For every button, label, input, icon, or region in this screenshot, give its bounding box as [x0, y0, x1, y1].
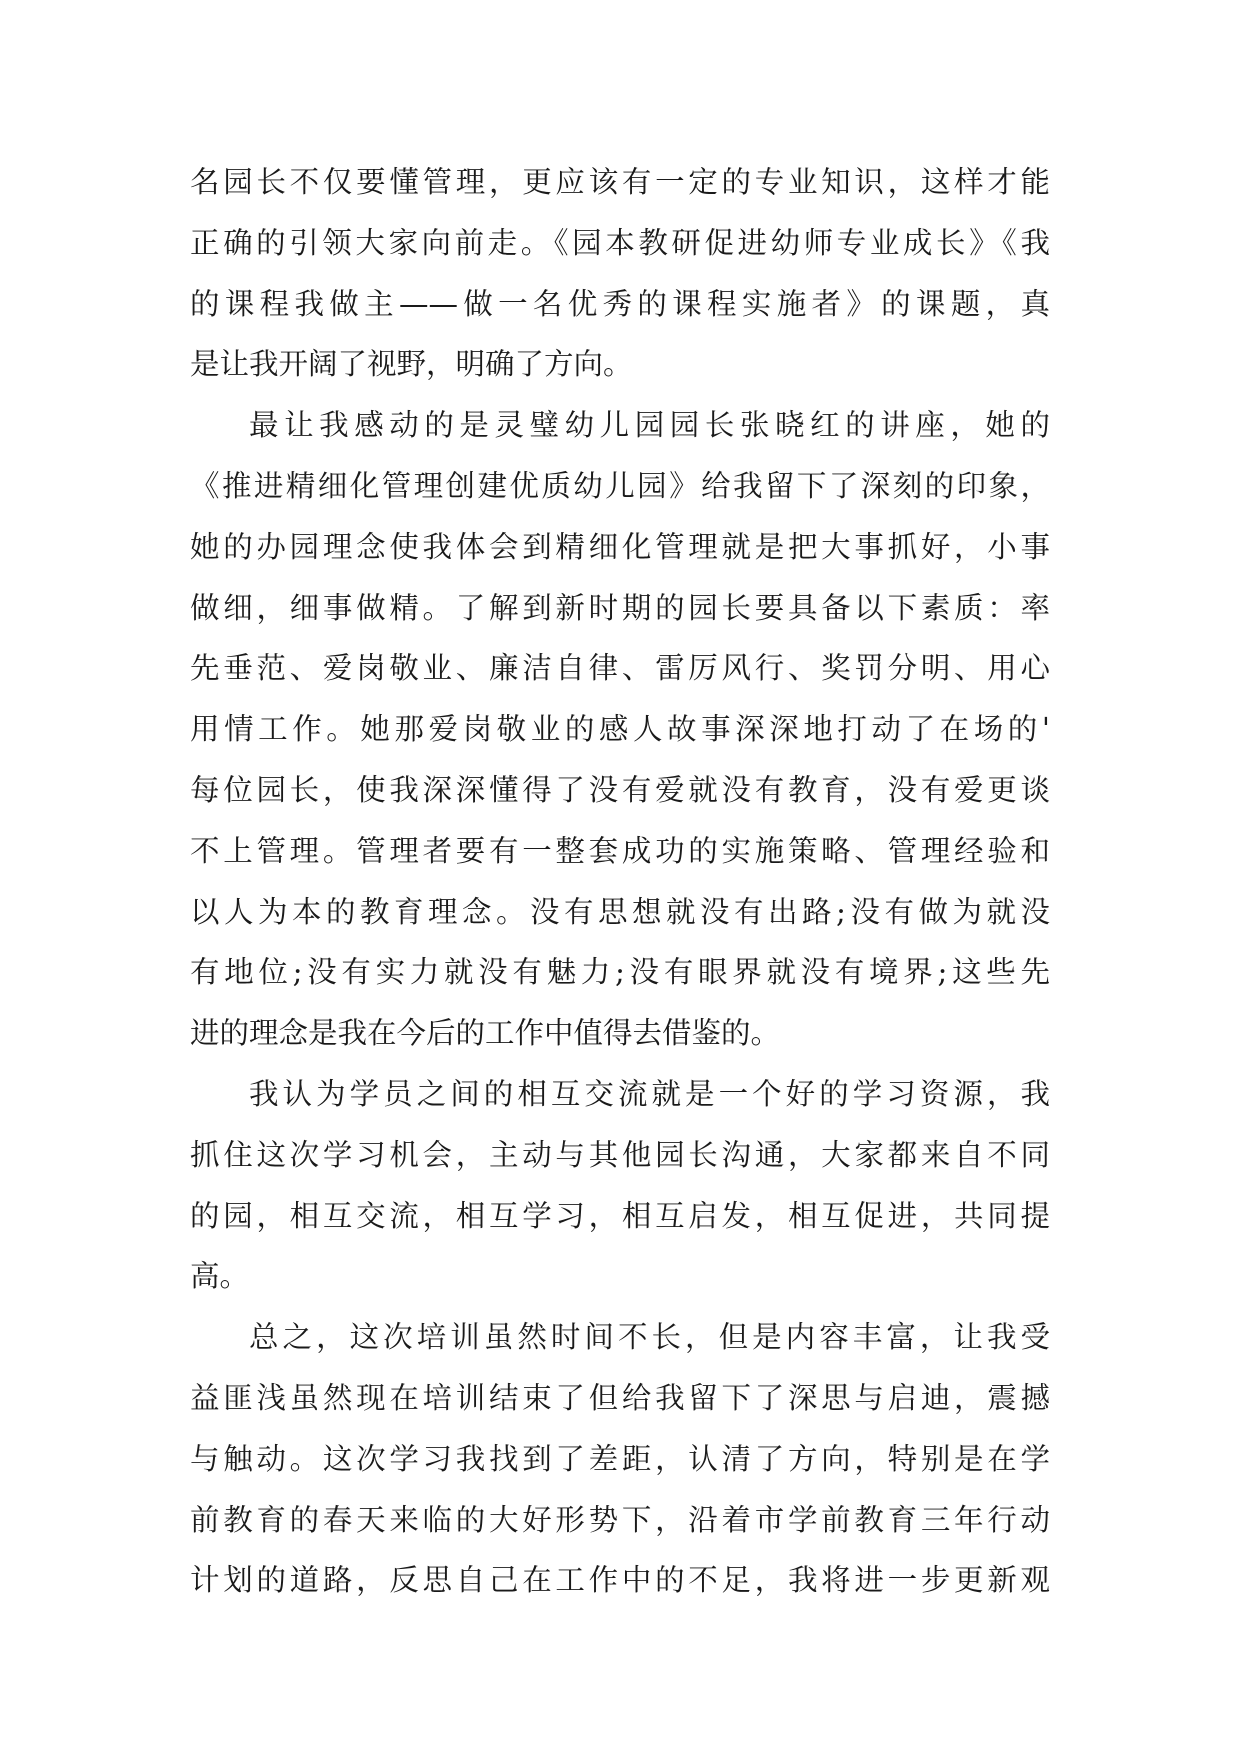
text-line: 进的理念是我在今后的工作中值得去借鉴的。 — [190, 1016, 781, 1051]
text-line: 用情工作。她那爱岗敬业的感人故事深深地打动了在场的' — [190, 712, 1050, 747]
text-line: 我认为学员之间的相互交流就是一个好的学习资源，我 — [249, 1076, 1050, 1111]
text-line: 不上管理。管理者要有一整套成功的实施策略、管理经验和 — [190, 833, 1050, 868]
document-body — [190, 152, 1050, 1611]
text-line: 最让我感动的是灵璧幼儿园园长张晓红的讲座，她的 — [249, 408, 1050, 443]
text-line: 做细，细事做精。了解到新时期的园长要具备以下素质：率 — [190, 590, 1050, 625]
text-line: 的园，相互交流，相互学习，相互启发，相互促进，共同提 — [190, 1198, 1050, 1233]
text-line: 先垂范、爱岗敬业、廉洁自律、雷厉风行、奖罚分明、用心 — [190, 651, 1050, 686]
text-line: 正确的引领大家向前走。《园本教研促进幼师专业成长》《我 — [190, 225, 1050, 260]
text-line: 以人为本的教育理念。没有思想就没有出路;没有做为就没 — [190, 894, 1050, 929]
text-line: 计划的道路，反思自己在工作中的不足，我将进一步更新观 — [190, 1563, 1050, 1598]
text-line: 有地位;没有实力就没有魅力;没有眼界就没有境界;这些先 — [190, 955, 1050, 990]
text-line: 益匪浅虽然现在培训结束了但给我留下了深思与启迪，震撼 — [190, 1380, 1050, 1415]
text-line: 抓住这次学习机会，主动与其他园长沟通，大家都来自不同 — [190, 1137, 1050, 1172]
text-line: 总之，这次培训虽然时间不长，但是内容丰富，让我受 — [249, 1320, 1050, 1355]
text-line: 《推进精细化管理创建优质幼儿园》给我留下了深刻的印象， — [190, 468, 1050, 503]
text-line: 前教育的春天来临的大好形势下，沿着市学前教育三年行动 — [190, 1502, 1050, 1537]
text-line: 她的办园理念使我体会到精细化管理就是把大事抓好，小事 — [190, 529, 1050, 564]
text-line: 是让我开阔了视野，明确了方向。 — [190, 347, 633, 382]
text-line: 的课程我做主——做一名优秀的课程实施者》的课题，真 — [190, 286, 1050, 321]
text-line: 名园长不仅要懂管理，更应该有一定的专业知识，这样才能 — [190, 165, 1050, 199]
text-line: 每位园长，使我深深懂得了没有爱就没有教育，没有爱更谈 — [190, 772, 1050, 807]
text-line: 高。 — [190, 1259, 250, 1294]
text-line: 与触动。这次学习我找到了差距，认清了方向，特别是在学 — [190, 1441, 1050, 1476]
